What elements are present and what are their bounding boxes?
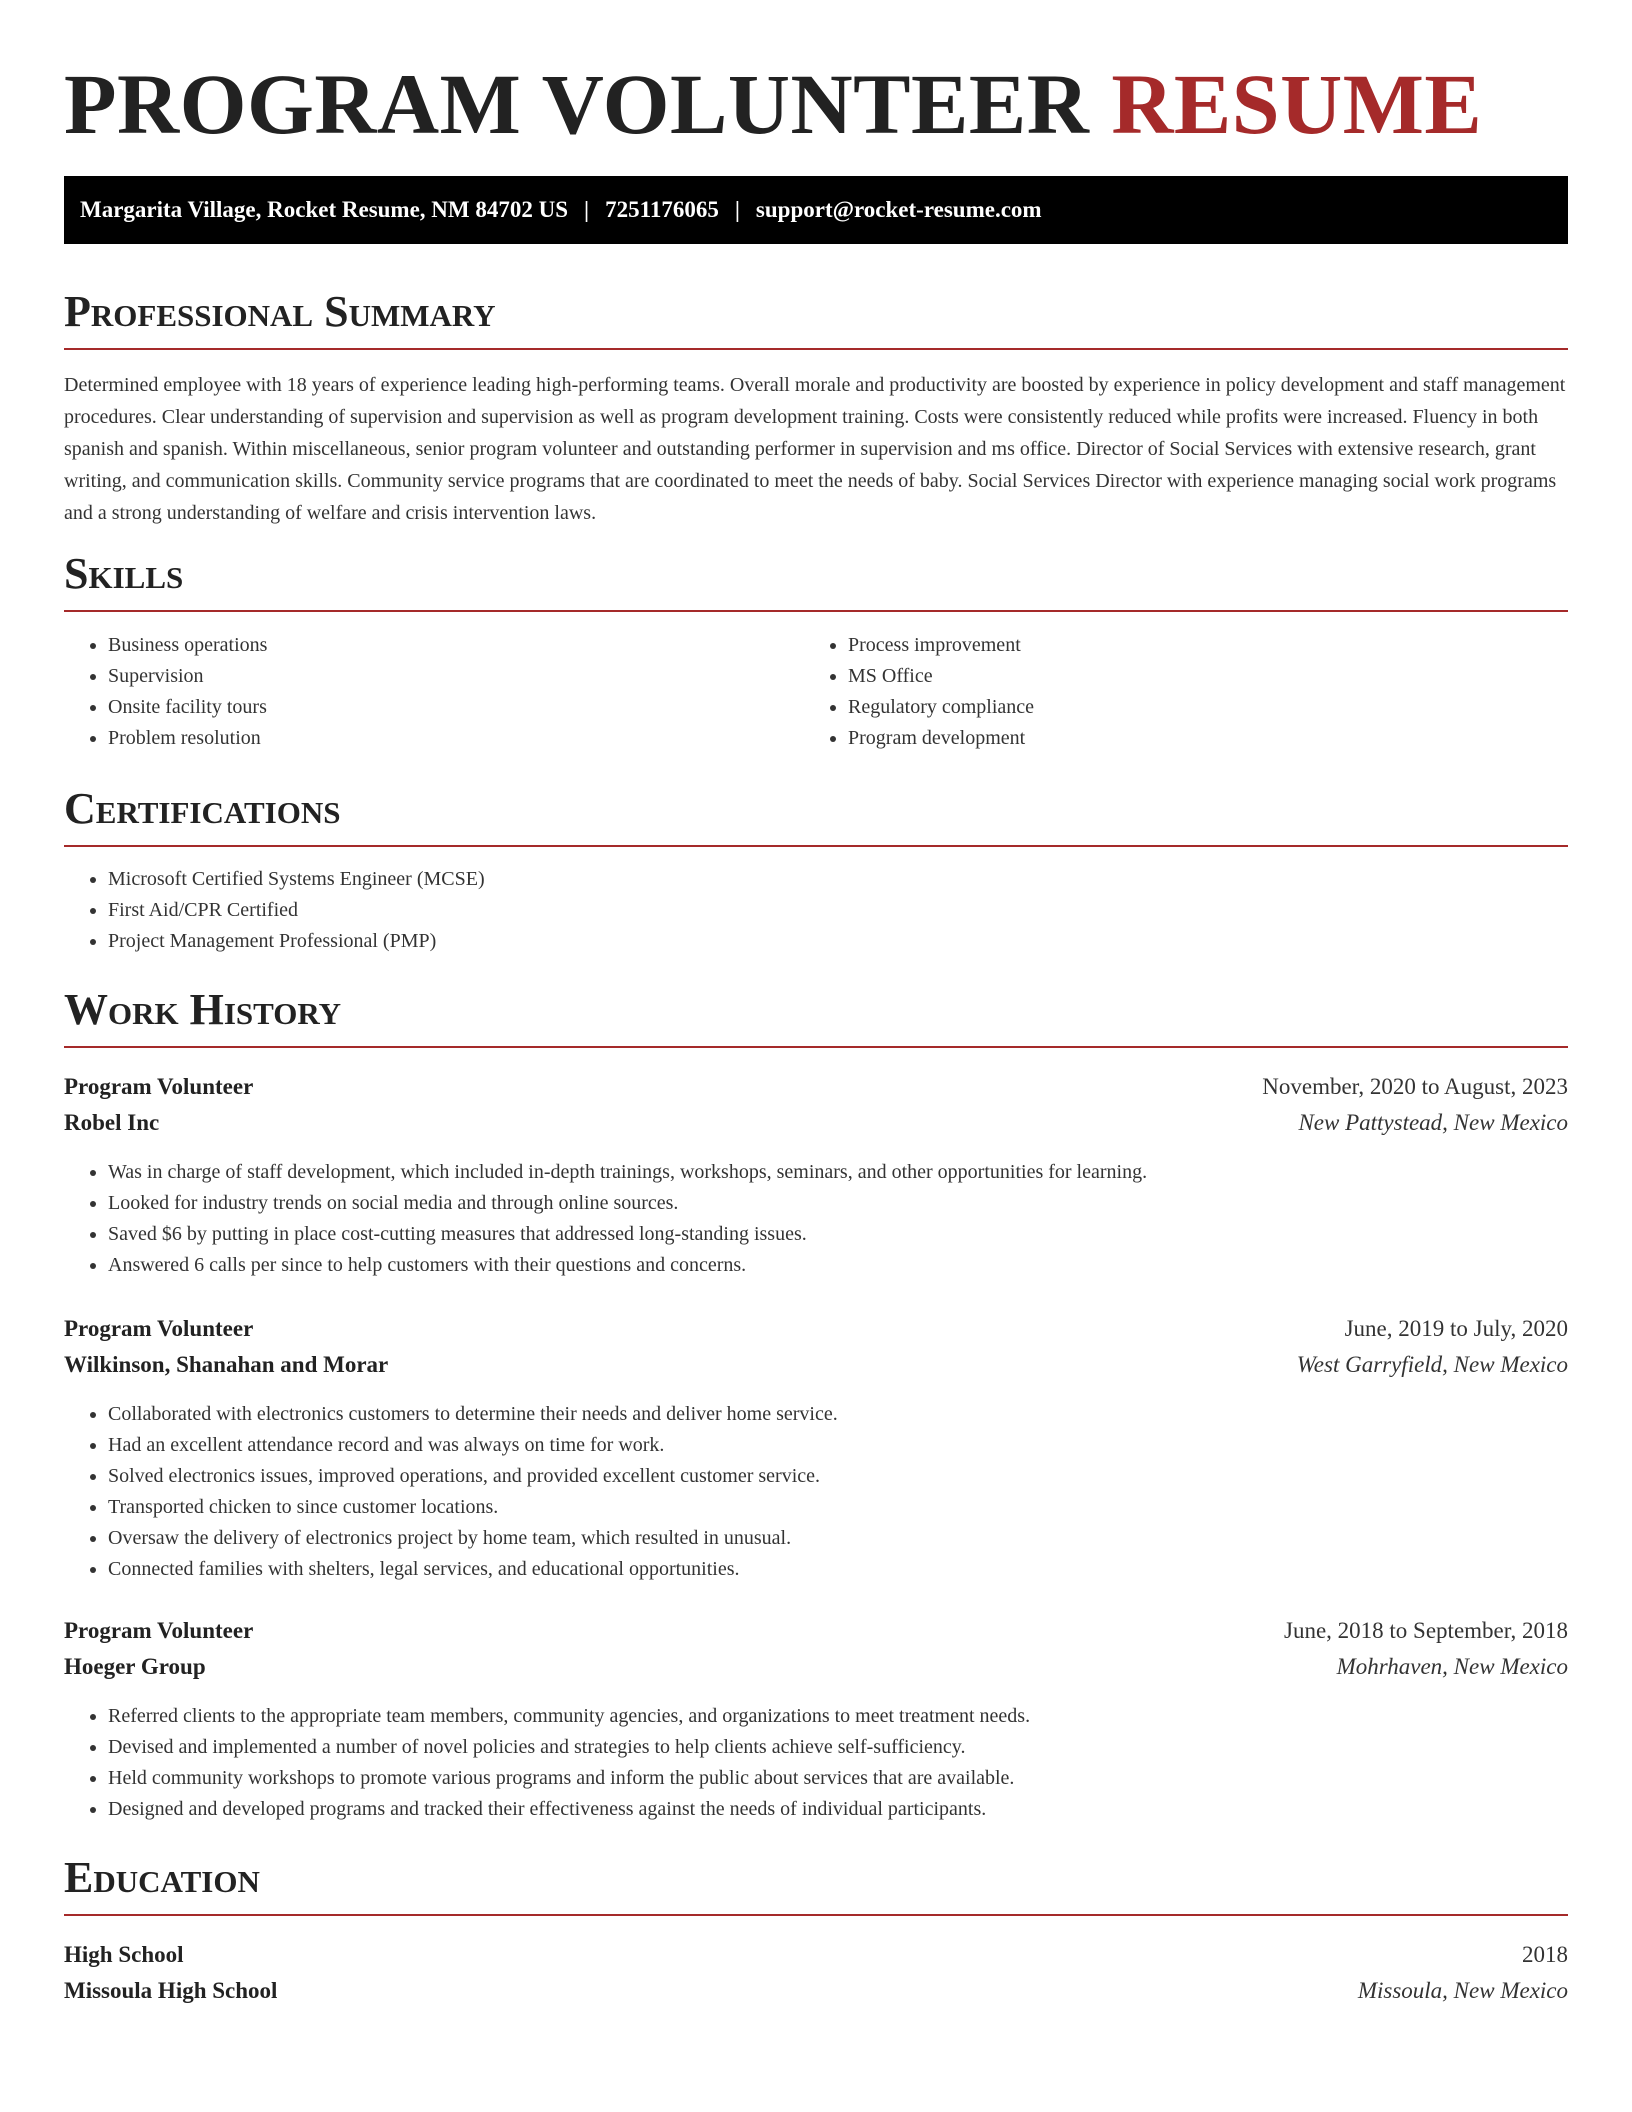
- education-heading: Education: [64, 1852, 1568, 1916]
- job-company: Wilkinson, Shanahan and Morar: [64, 1352, 389, 1377]
- certifications-list: [64, 864, 1608, 957]
- certification-item: • First Aid/CPR Certified: [108, 895, 1608, 926]
- summary-heading: Professional Summary: [64, 286, 1568, 350]
- skill-item: • Problem resolution: [108, 723, 808, 754]
- page-title: [64, 56, 1482, 152]
- skill-item: • Program development: [848, 723, 1608, 754]
- contact-separator: |: [734, 197, 740, 222]
- skills-list-left: [64, 630, 808, 754]
- job-dates: June, 2019 to July, 2020: [1344, 1316, 1568, 1341]
- job-bullet: • Held community workshops to promote various programs and inform the public about services that are available.: [108, 1763, 1608, 1794]
- job-bullet: • Had an excellent attendance record and was always on time for work.: [108, 1430, 1608, 1461]
- summary-text: Determined employee with 18 years of experience leading high-performing teams. Overall morale and productivity are boosted by experience in policy development and staff management procedures. Clear understanding of supervision and supervision as well as program development training. Costs were consistently reduced while profits were increased. Fluency in both spanish and spanish. Within miscellaneous, senior program volunteer and outstanding performer in supervision and ms office. Director of Social Services with extensive research, grant writing, and communication skills. Community service programs that are coordinated to meet the needs of baby. Social Services Director with experience managing social work programs and a strong understanding of welfare and crisis intervention laws.: [64, 374, 1566, 524]
- education-year: 2018: [1522, 1942, 1568, 1967]
- job-bullet: • Was in charge of staff development, which included in-depth trainings, workshops, seminars, and other opportunities for learning.: [108, 1157, 1608, 1188]
- job-bullets: [64, 1157, 1608, 1281]
- job-bullet: • Designed and developed programs and tracked their effectiveness against the needs of individual participants.: [108, 1794, 1608, 1825]
- job-bullet: • Transported chicken to since customer locations.: [108, 1492, 1608, 1523]
- job-company-row: [64, 1108, 1568, 1138]
- job-location: West Garryfield, New Mexico: [1296, 1352, 1568, 1377]
- job-bullet: • Connected families with shelters, legal services, and educational opportunities.: [108, 1554, 1608, 1585]
- job-bullet: • Saved $6 by putting in place cost-cutting measures that addressed long-standing issues.: [108, 1219, 1608, 1250]
- skill-item: • Process improvement: [848, 630, 1608, 661]
- skills-heading: Skills: [64, 548, 1568, 612]
- job-location: New Pattystead, New Mexico: [1298, 1110, 1568, 1135]
- job-dates: November, 2020 to August, 2023: [1262, 1074, 1568, 1099]
- job-title-row: [64, 1314, 1568, 1344]
- skill-item: • Onsite facility tours: [108, 692, 808, 723]
- job-title: Program Volunteer: [64, 1316, 254, 1341]
- job-company: Hoeger Group: [64, 1654, 206, 1679]
- job-title-row: [64, 1616, 1568, 1646]
- work-history-heading: Work History: [64, 984, 1568, 1048]
- job-company-row: [64, 1350, 1568, 1380]
- contact-separator: |: [584, 197, 590, 222]
- job-company-row: [64, 1652, 1568, 1682]
- job-title-row: [64, 1072, 1568, 1102]
- certification-item: • Project Management Professional (PMP): [108, 926, 1608, 957]
- title-main: PROGRAM VOLUNTEER: [64, 56, 1090, 152]
- job-bullet: • Devised and implemented a number of novel policies and strategies to help clients achieve self-sufficiency.: [108, 1732, 1608, 1763]
- education-degree-row: [64, 1940, 1568, 1970]
- job-company: Robel Inc: [64, 1110, 160, 1135]
- education-degree: High School: [64, 1942, 184, 1967]
- job-location: Mohrhaven, New Mexico: [1336, 1654, 1568, 1679]
- title-accent: RESUME: [1111, 56, 1483, 152]
- skill-item: • MS Office: [848, 661, 1608, 692]
- education-school-row: [64, 1976, 1568, 2006]
- skill-item: • Business operations: [108, 630, 808, 661]
- job-bullet: • Answered 6 calls per since to help customers with their questions and concerns.: [108, 1250, 1608, 1281]
- contact-address: Margarita Village, Rocket Resume, NM 84702 US: [80, 197, 569, 222]
- job-bullet: • Oversaw the delivery of electronics project by home team, which resulted in unusual.: [108, 1523, 1608, 1554]
- job-title: Program Volunteer: [64, 1618, 254, 1643]
- skills-list-right: [804, 630, 1608, 754]
- job-bullet: • Referred clients to the appropriate team members, community agencies, and organizations to meet treatment needs.: [108, 1701, 1608, 1732]
- contact-bar: [64, 176, 1568, 244]
- certification-item: • Microsoft Certified Systems Engineer (MCSE): [108, 864, 1608, 895]
- contact-phone: 7251176065: [605, 197, 719, 222]
- job-bullets: [64, 1399, 1608, 1585]
- contact-email: support@rocket-resume.com: [755, 197, 1042, 222]
- education-location: Missoula, New Mexico: [1357, 1978, 1568, 2003]
- job-bullet: • Collaborated with electronics customers to determine their needs and deliver home service.: [108, 1399, 1608, 1430]
- education-school: Missoula High School: [64, 1978, 278, 2003]
- job-bullets: [64, 1701, 1608, 1825]
- job-dates: June, 2018 to September, 2018: [1284, 1618, 1568, 1643]
- skill-item: • Regulatory compliance: [848, 692, 1608, 723]
- certifications-heading: Certifications: [64, 783, 1568, 847]
- job-bullet: • Solved electronics issues, improved operations, and provided excellent customer service.: [108, 1461, 1608, 1492]
- job-title: Program Volunteer: [64, 1074, 254, 1099]
- skill-item: • Supervision: [108, 661, 808, 692]
- job-bullet: • Looked for industry trends on social media and through online sources.: [108, 1188, 1608, 1219]
